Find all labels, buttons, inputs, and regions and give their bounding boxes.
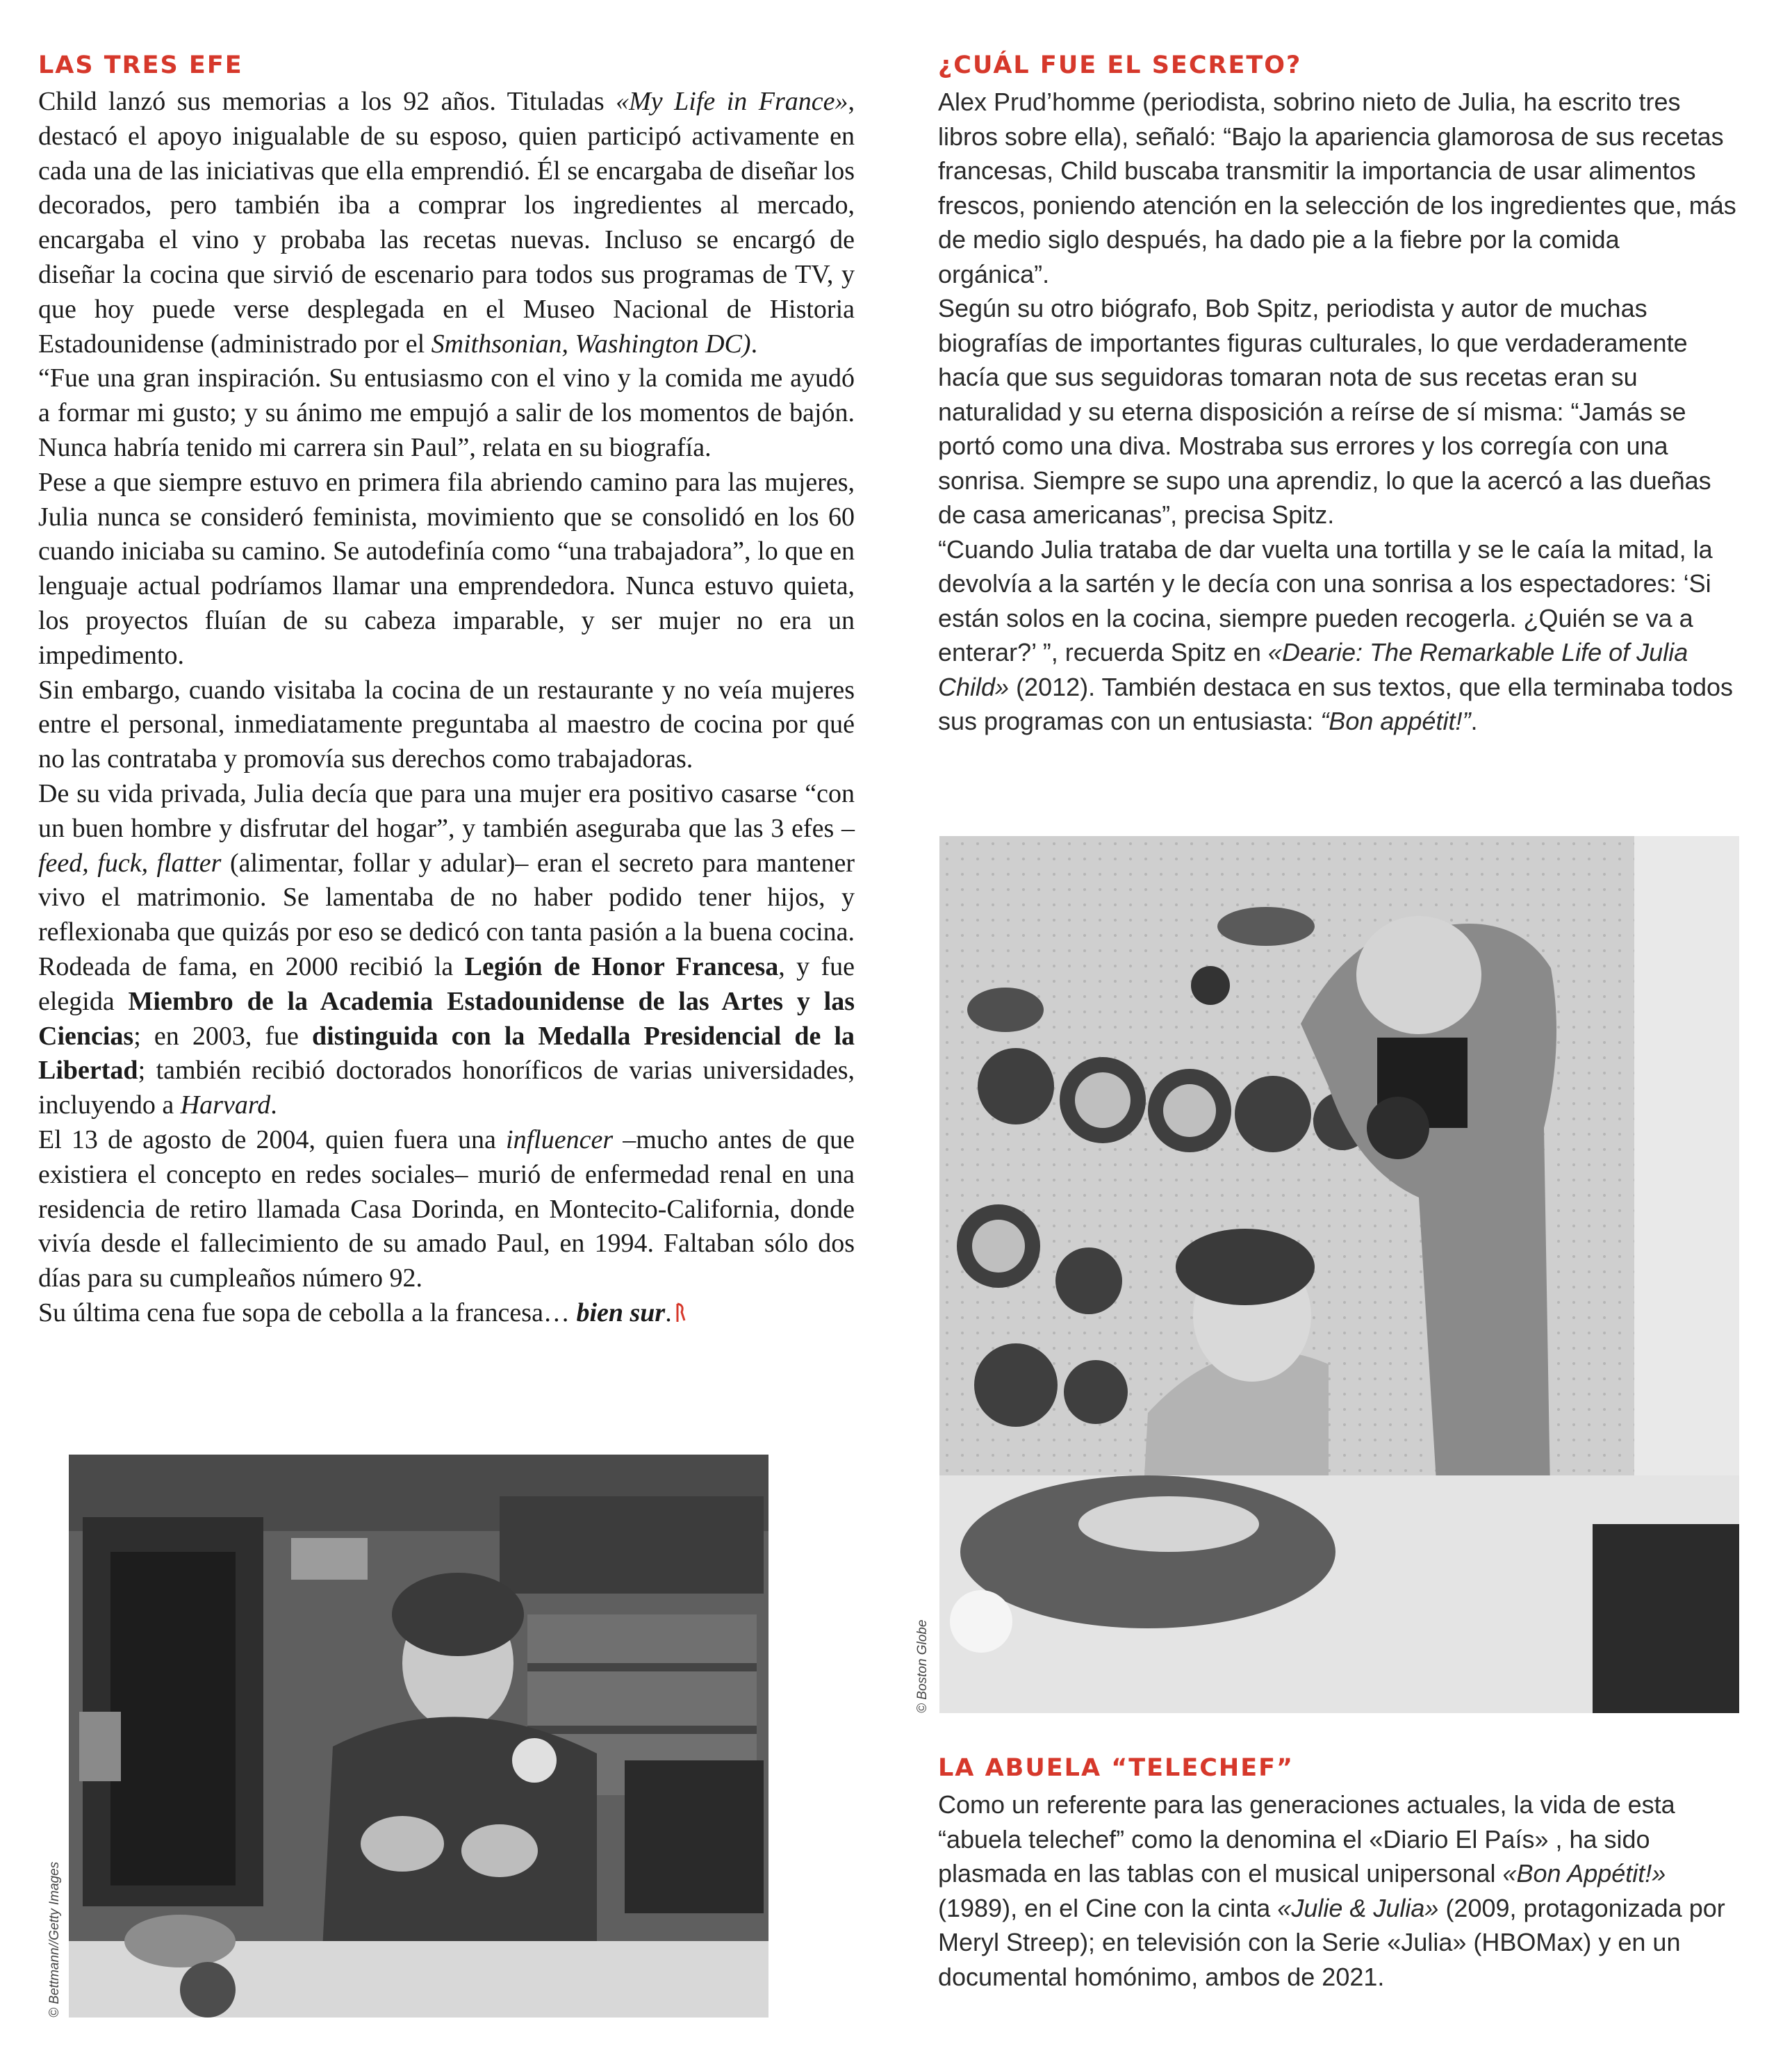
paragraph: De su vida privada, Julia decía que para una mujer era positivo casarse “con un buen hombre y disfrutar del hogar”, y también aseguraba que las 3 efes –feed, fuck, flatter (alimentar, follar y adular)– eran el secreto para mantener vivo el matrimonio. Se lamentaba de no haber podido tener hijos, y reflexionaba que quizás por eso se dedicó con tanta pasión a la buena cocina. Rodeada de fama, en 2000 recibió la Legión de Honor Francesa, y fue elegida Miembro de la Academia Estadounidense de las Artes y las Ciencias; en 2003, fue distinguida con la Medalla Presidencial de la Libertad; también recibió doctorados honoríficos de varias universidades, incluyendo a Harvard. — [38, 778, 855, 1120]
paragraph: “Cuando Julia trataba de dar vuelta una tortilla y se le caía la mitad, la devolvía a la sartén y le decía con una sonrisa a los espectadores: ‘Si están solos en la cocina, siempre pueden recogerla. ¿Quién se va a enterar?’ ”, recuerda Spitz en «Dearie: The Remarkable Life of Julia Child» (2012). También destaca en sus textos, que ella terminaba todos sus programas con un entusiasta: “Bon appétit!”. — [938, 534, 1734, 735]
article-body-right — [938, 85, 1737, 739]
section-heading-secreto: ¿CUÁL FUE EL SECRETO? — [938, 51, 1302, 79]
paragraph: El 13 de agosto de 2004, quien fuera una influencer –mucho antes de que existiera el concepto en redes sociales– murió de enfermedad renal en una residencia de retiro llamada Casa Dorinda, en Montecito-California, donde vivía desde el fallecimiento de su amado Paul, en 1994. Faltaban sólo dos días para su cumpleaños número 92. — [38, 1124, 855, 1293]
photo-credit-getty: © Bettmann//Getty Images — [47, 1861, 62, 2018]
paragraph: Alex Prud’homme (periodista, sobrino nieto de Julia, ha escrito tres libros sobre ella), señaló: “Bajo la apariencia glamorosa de sus recetas francesas, Child buscaba transmitir la importancia de usar alimentos frescos, poniendo atención en la selección de los ingredientes que, más de medio siglo después, ha dado pie a la fiebre por la comida orgánica”. — [938, 88, 1736, 288]
paragraph: Como un referente para las generaciones actuales, la vida de esta “abuela telechef” como la denomina el «Diario El País» , ha sido plasmada en las tablas con el musical unipersonal «Bon Appétit!» (1989), en el Cine con la cinta «Julie & Julia» (2009, protagonizada por Meryl Streep); en televisión con la Serie «Julia» (HBOMax) y en un documental homónimo, ambos de 2021. — [938, 1790, 1725, 1991]
paragraph: Pese a que siempre estuvo en primera fila abriendo camino para las mujeres, Julia nunca se consideró feminista, movimiento que se consolidó en los 60 cuando iniciaba su camino. Se autodefinía como “una trabajadora”, lo que en lenguaje actual podríamos llamar una emprendedora. Nunca estuvo quieta, los proyectos fluían de su cabeza imparable, y ser mujer no era un impedimento. — [38, 467, 855, 670]
paragraph: Según su otro biógrafo, Bob Spitz, periodista y autor de muchas biografías de importantes figuras culturales, lo que verdaderamente hacía que sus seguidoras tomaran nota de sus recetas eran su naturalidad y su eterna disposición a reírse de sí misma: “Jamás se portó como una diva. Mostraba sus errores y los corregía con una sonrisa. Siempre se supo una aprendiz, lo que la acercó a las dueñas de casa americanas”, precisa Spitz. — [938, 294, 1711, 529]
photo-julia-child-tv-kitchen — [69, 1455, 768, 2018]
abuela-body — [938, 1787, 1737, 1994]
photo-credit-boston-globe: © Boston Globe — [915, 1619, 930, 1713]
right-column — [938, 49, 1737, 739]
abuela-telechef-section — [938, 1751, 1737, 1994]
article-body-left — [38, 85, 855, 1331]
section-heading-abuela: LA ABUELA “TELECHEF” — [938, 1754, 1294, 1782]
paragraph: “Fue una gran inspiración. Su entusiasmo con el vino y la comida me ayudó a formar mi gusto; y su ánimo me empujó a salir de los momentos de bajón. Nunca habría tenido mi carrera sin Paul”, relata en su biografía. — [38, 363, 855, 462]
paragraph: Su última cena fue sopa de cebolla a la francesa… bien sur. — [38, 1296, 855, 1331]
left-column — [38, 49, 855, 1331]
section-heading-tres-efe: LAS TRES EFE — [38, 51, 243, 79]
photo-julia-and-paul-kitchen — [939, 836, 1739, 1713]
paragraph: Child lanzó sus memorias a los 92 años. Tituladas «My Life in France», destacó el apoyo inigualable de su esposo, quien participó activamente en cada una de las iniciativas que ella emprendió. Él se encargaba de diseñar los decorados, pero también iba a comprar los ingredientes al mercado, encargaba el vino y probaba las recetas nuevas. Incluso se encargó de diseñar la cocina que sirvió de escenario para todos sus programas de TV, y que hoy puede verse desplegada en el Museo Nacional de Historia Estadounidense (administrado por el Smithsonian, Washington DC). — [38, 87, 855, 359]
paragraph: Sin embargo, cuando visitaba la cocina de un restaurante y no veía mujeres entre el personal, inmediatamente preguntaba al maestro de cocina por qué no las contrataba y promovía sus derechos como trabajadoras. — [38, 675, 855, 774]
end-mark-icon — [676, 1302, 686, 1323]
